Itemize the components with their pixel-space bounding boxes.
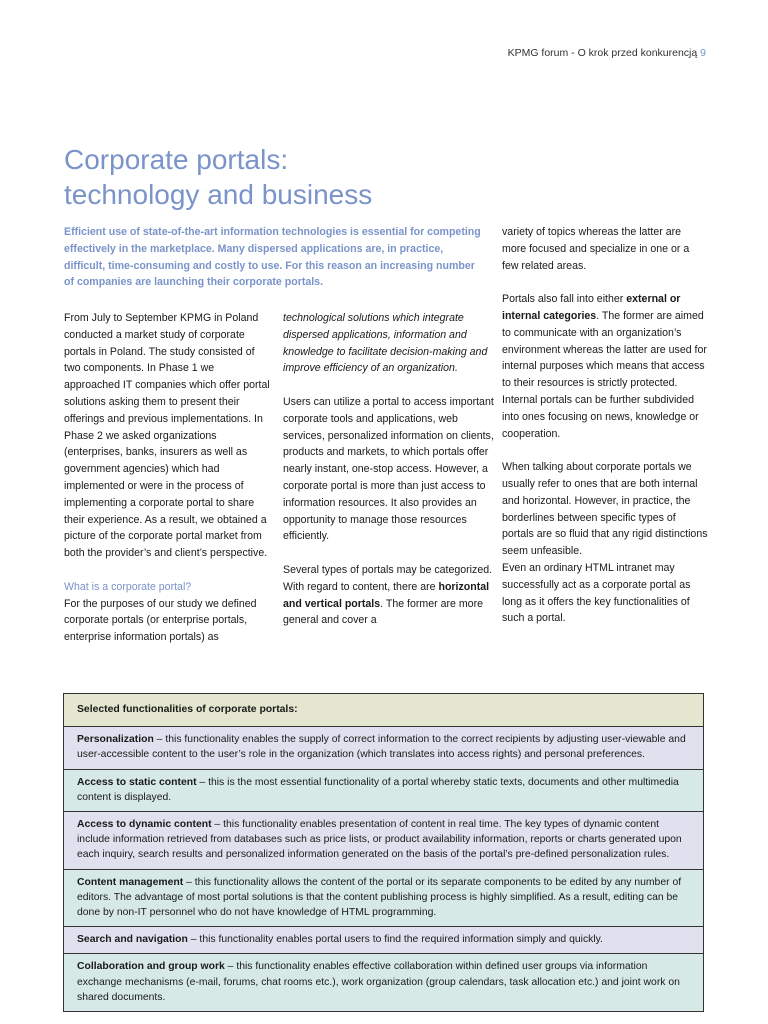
external-internal-text-end: . The former are aimed to communicate with an organization’s environment whereas the latter are used for internal purposes which means that access to their resources is strictly protected. Internal portals can be further subdivided into ones focusing on news, knowledge or cooperation. — [502, 309, 707, 440]
running-head — [508, 47, 706, 59]
functionality-row — [64, 926, 703, 953]
functionality-description: – this functionality enables the supply of correct information to the correct recipients by adjusting user-viewable and user-accessible content to the user’s role in the organization (which translates into access rights) and personal preferences. — [77, 734, 686, 761]
functionality-description: – this functionality allows the content of the portal or its separate components to be edited by any number of editors. The advantage of most portal solutions is that the content publishing process is highly simplified. As a result, editing can be done by non-IT personnel who do not have knowledge of HTML programming. — [77, 876, 682, 919]
portal-usage-paragraph: Users can utilize a portal to access important corporate tools and applications, web services, personalized information on clients, products and markets, to which portals offer nearly instant, one-stop access. However, a corporate portal is more than just access to information resources. It also provides an opportunity to manage those resources efficiently. — [283, 395, 494, 543]
functionality-row — [64, 769, 703, 811]
functionality-description: – this is the most essential functionality of a portal whereby static texts, documents and other multimedia content is displayed. — [77, 776, 679, 803]
running-head-text: KPMG forum - O krok przed konkurencją — [507, 47, 698, 59]
portal-types-continued-paragraph: variety of topics whereas the latter are more focused and specialize in one or a few related areas. — [502, 226, 690, 272]
functionalities-table-heading: Selected functionalities of corporate portals: — [64, 694, 703, 726]
portal-types-text: Several types of portals may be categorized. With regard to content, there are — [283, 563, 493, 593]
functionality-description: – this functionality enables effective collaboration within defined user groups via information exchange mechanisms (e-mail, forums, chat rooms etc.), work organization (group calendars, task allocation etc.) and joint work on shared documents. — [77, 961, 680, 1003]
corporate-portals-paragraph: When talking about corporate portals we usually refer to ones that are both internal and horizontal. However, in practice, the borderlines between specific types of portals are so fluid that any rigid distinctions seem unfeasible. — [502, 461, 708, 558]
external-internal-term: external or internal categories — [502, 293, 681, 322]
functionality-description: – this functionality enables presentation of content in real time. The key types of dynamic content include information retrieved from databases such as price lists, or product availability information, reports or charts generated upon each inquiry, search results and personalized information generated on the basis of the portal’s pre-defined personalization rules. — [77, 819, 682, 861]
functionality-name: Search and navigation — [77, 934, 188, 946]
portal-types-text-end: . The former are more general and cover a — [283, 597, 483, 627]
definition-quote: technological solutions which integrate dispersed applications, information and knowledge to facilitate decision-making and improve efficiency of an organization. — [283, 312, 488, 375]
column-right — [502, 224, 708, 627]
functionality-name: Access to static content — [77, 776, 197, 788]
definition-intro-paragraph: For the purposes of our study we defined corporate portals (or enterprise portals, enterprise information portals) as — [64, 597, 257, 644]
external-internal-paragraph — [502, 291, 708, 442]
functionality-row — [64, 811, 703, 869]
functionality-name: Access to dynamic content — [77, 819, 212, 831]
lede-paragraph — [64, 224, 484, 291]
functionality-description: – this functionality enables portal users to find the required information simply and quickly. — [187, 934, 603, 946]
portal-types-paragraph — [283, 562, 495, 629]
page-title-line-1: Corporate portals: — [64, 144, 289, 175]
page-title — [64, 142, 372, 212]
functionality-name: Personalization — [77, 734, 154, 746]
page-title-line-2: technology and business — [64, 179, 373, 210]
lede-text: Efficient use of state-of-the-art information technologies is essential for competing effectively in the marketplace. Many dispersed applications are, in practice, difficult, time-consuming and costly to use. For this reason an increasing number of companies are launching their corporate portals. — [64, 226, 481, 289]
horizontal-vertical-term: horizontal and vertical portals — [283, 580, 490, 610]
page-number: 9 — [700, 47, 706, 59]
functionality-row — [64, 869, 703, 927]
functionality-name: Content management — [77, 876, 184, 888]
functionalities-table — [63, 693, 704, 1012]
functionality-name: Collaboration and group work — [77, 961, 225, 973]
study-intro-paragraph: From July to September KPMG in Poland conducted a market study of corporate portals in Poland. The study consisted of two components. In Phase 1 we approached IT companies which offer portal solutions asking them to present their offerings and previous implementations. In Phase 2 we asked organizations (enterprises, banks, insurers as well as government agencies) which had implemented or were in the process of implementing a corporate portal to share their experience. As a result, we obtained a picture of the corporate portal market from both the provider’s and client’s perspective. — [64, 312, 270, 560]
column-middle — [283, 310, 495, 629]
html-intranet-paragraph: Even an ordinary HTML intranet may successfully act as a corporate portal as long as it offers the key functionalities of such a portal. — [502, 561, 691, 625]
section-subheading: What is a corporate portal? — [64, 580, 192, 593]
functionality-row — [64, 726, 703, 768]
external-internal-text: Portals also fall into either — [502, 293, 627, 306]
functionality-row — [64, 953, 703, 1011]
column-left — [64, 310, 272, 646]
